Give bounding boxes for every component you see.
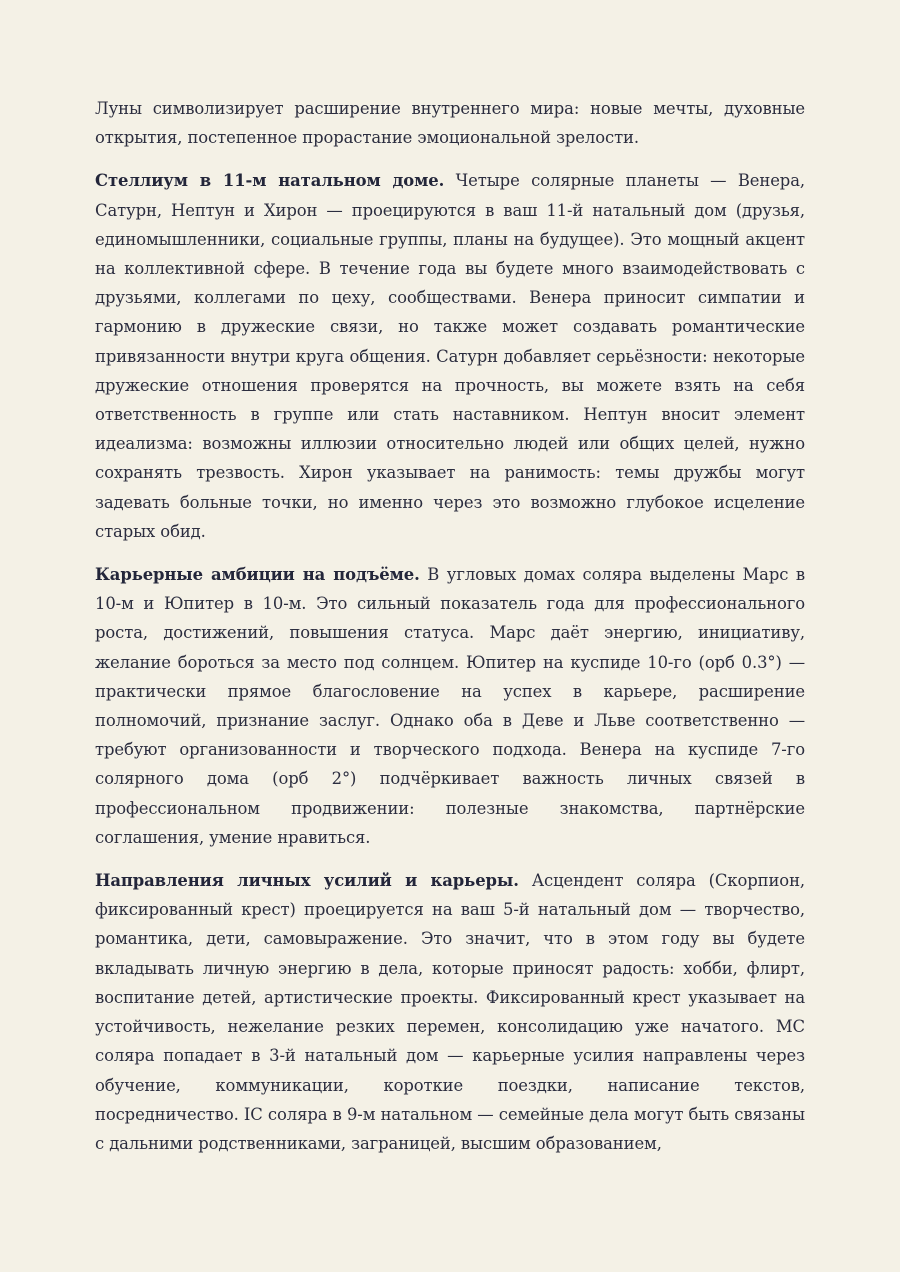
paragraph-text: В угловых домах соляра выделены Марс в 10-м и Юпитер в 10-м. Это сильный показатель года для профессионального роста, достижений, повышения статуса. Марс даёт энергию, инициативу, желание бороться за место под солнцем. Юпитер на куспиде 10-го (орб 0.3°) — практически прямое благословение на успех в карьере, расширение полномочий, признание заслуг. Однако оба в Деве и Льве соответственно — требуют организованности и творческого подхода. Венера на куспиде 7-го солярного дома (орб 2°) подчёркивает важность личных связей в профессиональном продвижении: полезные знакомства, партнёрские соглашения, умение нравиться. xyxy=(95,565,805,847)
paragraph-text: Луны символизирует расширение внутреннего мира: новые мечты, духовные открытия, постепенное прорастание эмоциональной зрелости. xyxy=(95,99,805,148)
paragraph-lead: Направления личных усилий и карьеры. xyxy=(95,871,519,891)
paragraph-lead: Стеллиум в 11-м натальном доме. xyxy=(95,171,445,191)
paragraph-lead: Карьерные амбиции на подъёме. xyxy=(95,565,420,585)
paragraph-moon-continuation xyxy=(95,94,805,152)
paragraph-career-ambitions xyxy=(95,560,805,852)
paragraph-stellium xyxy=(95,166,805,546)
paragraph-text: Асцендент соляра (Скорпион, фиксированный крест) проецируется на ваш 5-й натальный дом — творчество, романтика, дети, самовыражение. Это значит, что в этом году вы будете вкладывать личную энергию в дела, которые приносят радость: хобби, флирт, воспитание детей, артистические проекты. Фиксированный крест указывает на устойчивость, нежелание резких перемен, консолидацию уже начатого. MC соляра попадает в 3-й натальный дом — карьерные усилия направлены через обучение, коммуникации, короткие поездки, написание текстов, посредничество. IC соляра в 9-м натальном — семейные дела могут быть связаны с дальними родственниками, заграницей, высшим образованием, xyxy=(95,871,806,1153)
paragraph-text: Четыре солярные планеты — Венера, Сатурн, Нептун и Хирон — проецируются в ваш 11-й натальный дом (друзья, единомышленники, социальные группы, планы на будущее). Это мощный акцент на коллективной сфере. В течение года вы будете много взаимодействовать с друзьями, коллегами по цеху, сообществами. Венера приносит симпатии и гармонию в дружеские связи, но также может создавать романтические привязанности внутри круга общения. Сатурн добавляет серьёзности: некоторые дружеские отношения проверятся на прочность, вы можете взять на себя ответственность в группе или стать наставником. Нептун вносит элемент идеализма: возможны иллюзии относительно людей или общих целей, нужно сохранять трезвость. Хирон указывает на ранимость: темы дружбы могут задевать больные точки, но именно через это возможно глубокое исцеление старых обид. xyxy=(95,171,805,541)
paragraph-directions xyxy=(95,866,805,1158)
